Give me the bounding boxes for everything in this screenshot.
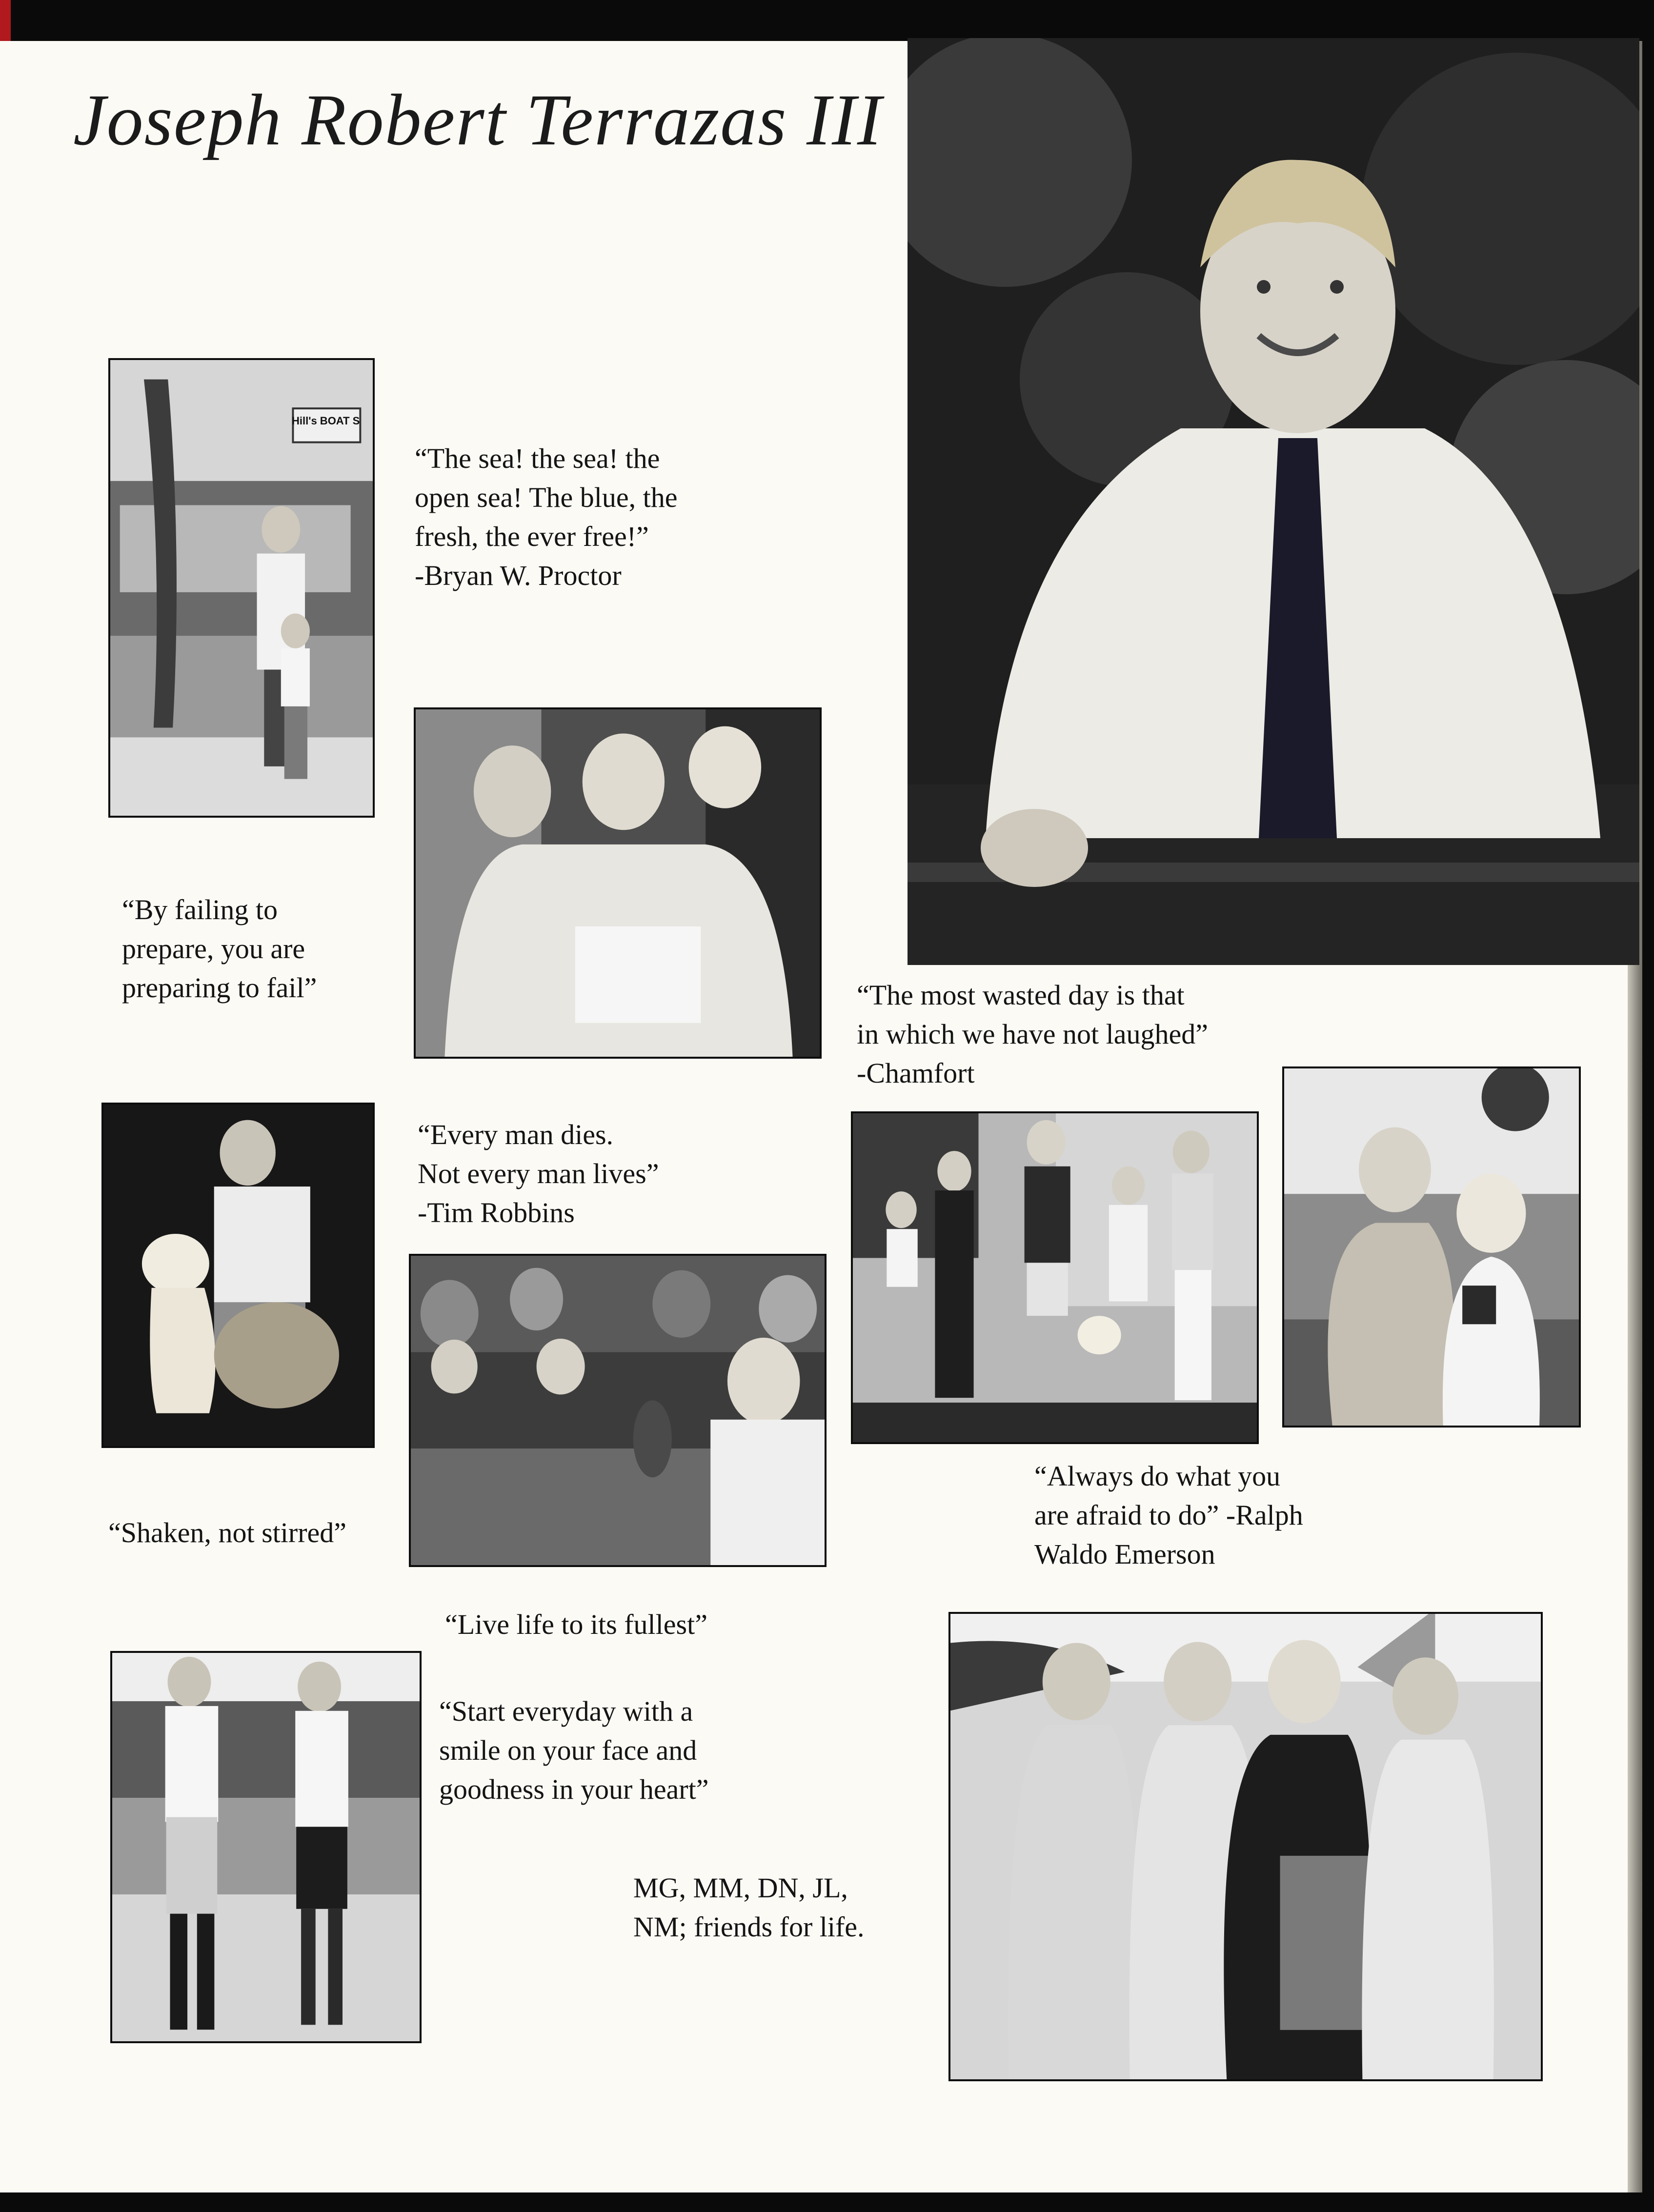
quote-live-life: “Live life to its fullest” xyxy=(445,1609,707,1640)
golf-photo xyxy=(110,1651,422,2043)
quote-failing: “By failing to prepare, you are preparing to fail” xyxy=(122,894,317,1004)
dog-photo xyxy=(101,1103,375,1448)
family-flag-photo xyxy=(948,1612,1543,2081)
quote-sea: “The sea! the sea! the open sea! The blue, the fresh, the ever free!” -Bryan W. Proctor xyxy=(415,442,678,591)
page-title: Joseph Robert Terrazas III xyxy=(73,80,883,161)
quote-shaken: “Shaken, not stirred” xyxy=(108,1517,347,1548)
portrait-photo xyxy=(908,38,1639,965)
quote-start-everyday: “Start everyday with a smile on your face and goodness in your heart” xyxy=(439,1695,709,1805)
family-group-photo xyxy=(851,1111,1259,1444)
quote-wasted-day: “The most wasted day is that in which we have not laughed” -Chamfort xyxy=(857,979,1208,1089)
friends-note: MG, MM, DN, JL, NM; friends for life. xyxy=(633,1872,865,1943)
marlin-boat-photo xyxy=(108,358,375,818)
binder-tab-mark xyxy=(0,0,11,41)
quote-always-do: “Always do what you are afraid to do” -Ralph Waldo Emerson xyxy=(1034,1460,1303,1570)
three-boys-chair-photo xyxy=(414,707,822,1059)
two-young-boys-photo xyxy=(1282,1066,1581,1428)
quote-every-man: “Every man dies. Not every man lives” -Tim Robbins xyxy=(418,1119,659,1228)
dinner-table-photo xyxy=(409,1254,827,1567)
boat-sign-text: Hill's BOAT S xyxy=(292,415,360,427)
